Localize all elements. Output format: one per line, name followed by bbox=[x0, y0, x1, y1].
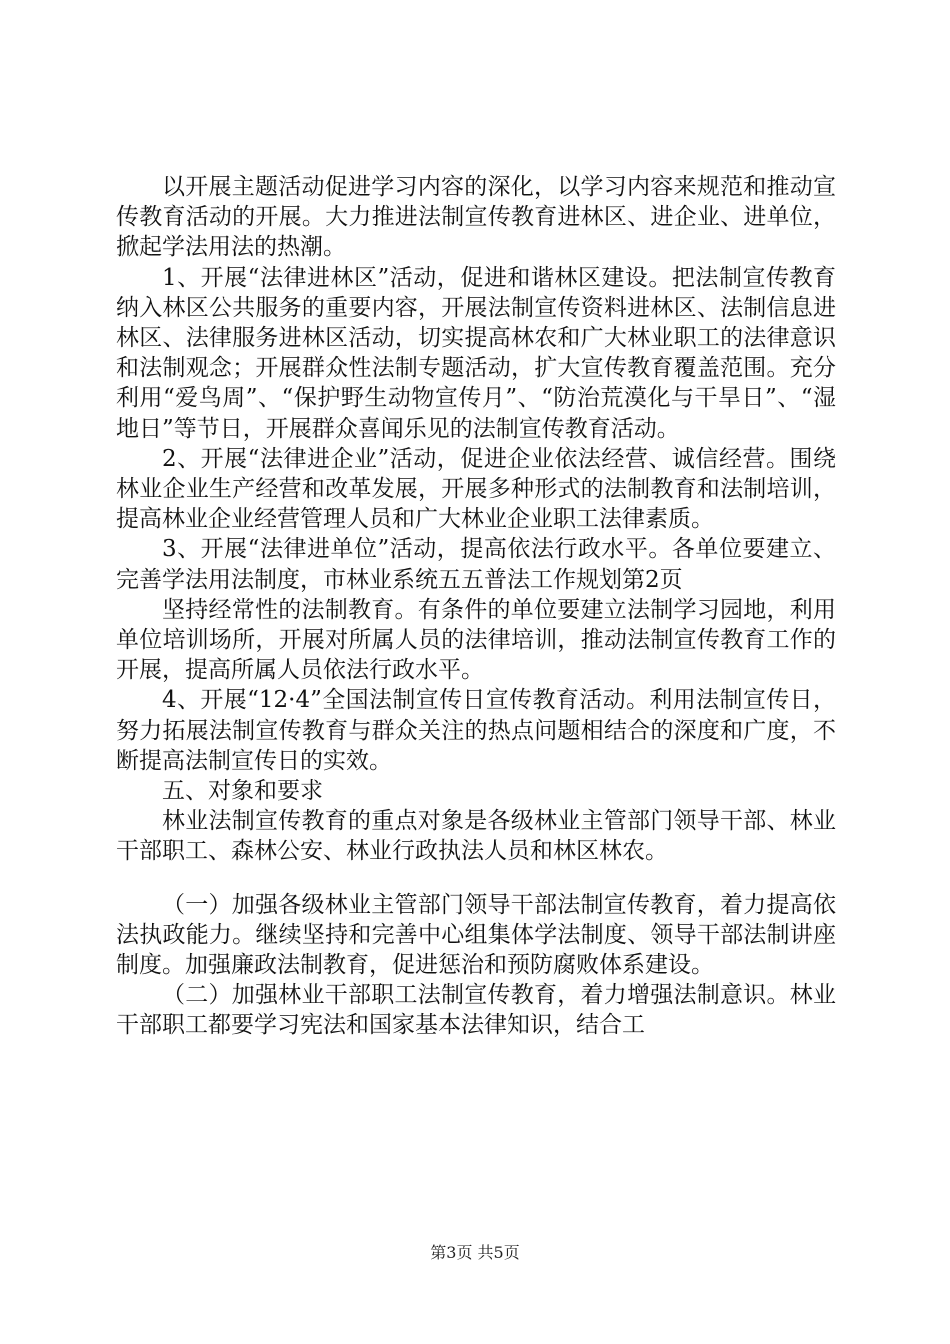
paragraph-leaders-education: （一）加强各级林业主管部门领导干部法制宣传教育，着力提高依法执政能力。继续坚持和完善中心组集体学法制度、领导干部法制讲座制度。加强廉政法制教育，促进惩治和预防腐败体系建设。 bbox=[116, 891, 836, 979]
paragraph-intro: 以开展主题活动促进学习内容的深化，以学习内容来规范和推动宣传教育活动的开展。大力推进法制宣传教育进林区、进企业、进单位，掀起学法用法的热潮。 bbox=[116, 174, 836, 261]
paragraph-item-1-forest-area: 1、开展“法律进林区”活动，促进和谐林区建设。把法制宣传教育纳入林区公共服务的重要内容，开展法制宣传资料进林区、法制信息进林区、法律服务进林区活动，切实提高林农和广大林业职工的法律意识和法制观念；开展群众性法制专题活动，扩大宣传教育覆盖范围。充分利用“爱鸟周”、“保护野生动物宣传月”、“防治荒漠化与干旱日”、“湿地日”等节日，开展群众喜闻乐见的法制宣传教育活动。 bbox=[116, 264, 836, 442]
page-number-footer: 第3页 共5页 bbox=[430, 1243, 520, 1262]
section-heading-targets: 五、对象和要求 bbox=[162, 778, 323, 805]
paragraph-staff-education: （二）加强林业干部职工法制宣传教育，着力增强法制意识。林业干部职工都要学习宪法和国家基本法律知识，结合工 bbox=[116, 982, 836, 1039]
document-body bbox=[116, 172, 836, 1041]
paragraph-item-4-legal-day: 4、开展“12·4”全国法制宣传日宣传教育活动。利用法制宣传日，努力拓展法制宣传教育与群众关注的热点问题相结合的深度和广度，不断提高法制宣传日的实效。 bbox=[116, 687, 836, 774]
paragraph-item-2-enterprise: 2、开展“法律进企业”活动，促进企业依法经营、诚信经营。围绕林业企业生产经营和改革发展，开展多种形式的法制教育和法制培训，提高林业企业经营管理人员和广大林业企业职工法律素质。 bbox=[116, 445, 836, 533]
paragraph-regular-education: 坚持经常性的法制教育。有条件的单位要建立法制学习园地，利用单位培训场所，开展对所属人员的法律培训，推动法制宣传教育工作的开展，提高所属人员依法行政水平。 bbox=[116, 596, 836, 684]
paragraph-key-targets: 林业法制宣传教育的重点对象是各级林业主管部门领导干部、林业干部职工、森林公安、林业行政执法人员和林区林农。 bbox=[116, 808, 836, 865]
paragraph-item-3-units: 3、开展“法律进单位”活动，提高依法行政水平。各单位要建立、完善学法用法制度，市林业系统五五普法工作规划第2页 bbox=[116, 536, 836, 593]
